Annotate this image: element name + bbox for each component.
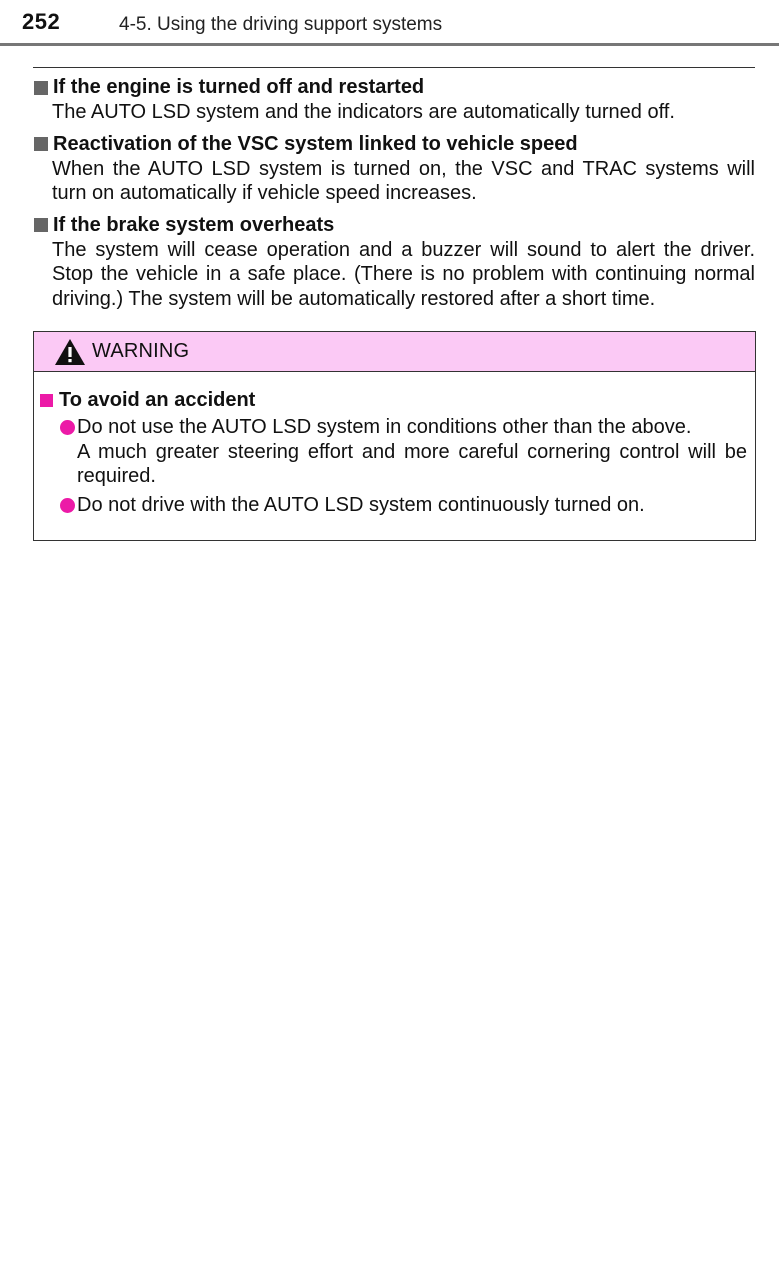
warning-sub-heading bbox=[40, 388, 747, 413]
info-block-brake-overheat bbox=[33, 213, 755, 312]
warning-header bbox=[34, 332, 755, 372]
warning-item-line1: Do not drive with the AUTO LSD system continuously turned on. bbox=[77, 493, 645, 516]
warning-item-line1: Do not use the AUTO LSD system in conditions other than the above. bbox=[77, 416, 692, 438]
info-block-vsc-reactivation bbox=[33, 132, 755, 206]
block-body: When the AUTO LSD system is turned on, the VSC and TRAC systems will turn on automatically if vehicle speed increases. bbox=[52, 157, 755, 204]
warning-item bbox=[40, 415, 747, 489]
warning-sub-heading-text: To avoid an accident bbox=[59, 389, 256, 411]
block-body: The AUTO LSD system and the indicators are automatically turned off. bbox=[52, 101, 675, 123]
square-bullet-icon bbox=[34, 81, 48, 95]
square-bullet-icon bbox=[34, 218, 48, 232]
block-heading bbox=[33, 213, 755, 238]
pink-dot-bullet-icon bbox=[60, 498, 75, 513]
block-heading bbox=[33, 132, 755, 157]
warning-list bbox=[40, 415, 747, 517]
warning-triangle-icon bbox=[54, 338, 86, 366]
page-number: 252 bbox=[22, 9, 61, 34]
warning-item-line2: A much greater steering effort and more careful cornering control will be required. bbox=[77, 440, 747, 487]
info-block-engine-restart bbox=[33, 75, 755, 125]
warning-body bbox=[34, 372, 755, 517]
square-bullet-icon bbox=[34, 137, 48, 151]
warning-title: WARNING bbox=[92, 340, 190, 362]
divider bbox=[33, 67, 755, 68]
block-heading bbox=[33, 75, 755, 100]
block-heading-text: If the brake system overheats bbox=[53, 213, 335, 236]
warning-item bbox=[40, 493, 747, 518]
block-heading-text: Reactivation of the VSC system linked to vehicle speed bbox=[53, 132, 578, 155]
pink-dot-bullet-icon bbox=[60, 420, 75, 435]
main-content bbox=[33, 75, 755, 318]
block-heading-text: If the engine is turned off and restarted bbox=[53, 76, 425, 98]
section-title: 4-5. Using the driving support systems bbox=[119, 14, 443, 35]
block-body: The system will cease operation and a buzzer will sound to alert the driver. Stop the vehicle in a safe place. (There is no problem with continuing normal driving.) The system will be automatically restored after a short time. bbox=[52, 238, 755, 310]
warning-box bbox=[33, 331, 756, 541]
page-header bbox=[0, 0, 779, 46]
pink-square-bullet-icon bbox=[40, 394, 53, 407]
